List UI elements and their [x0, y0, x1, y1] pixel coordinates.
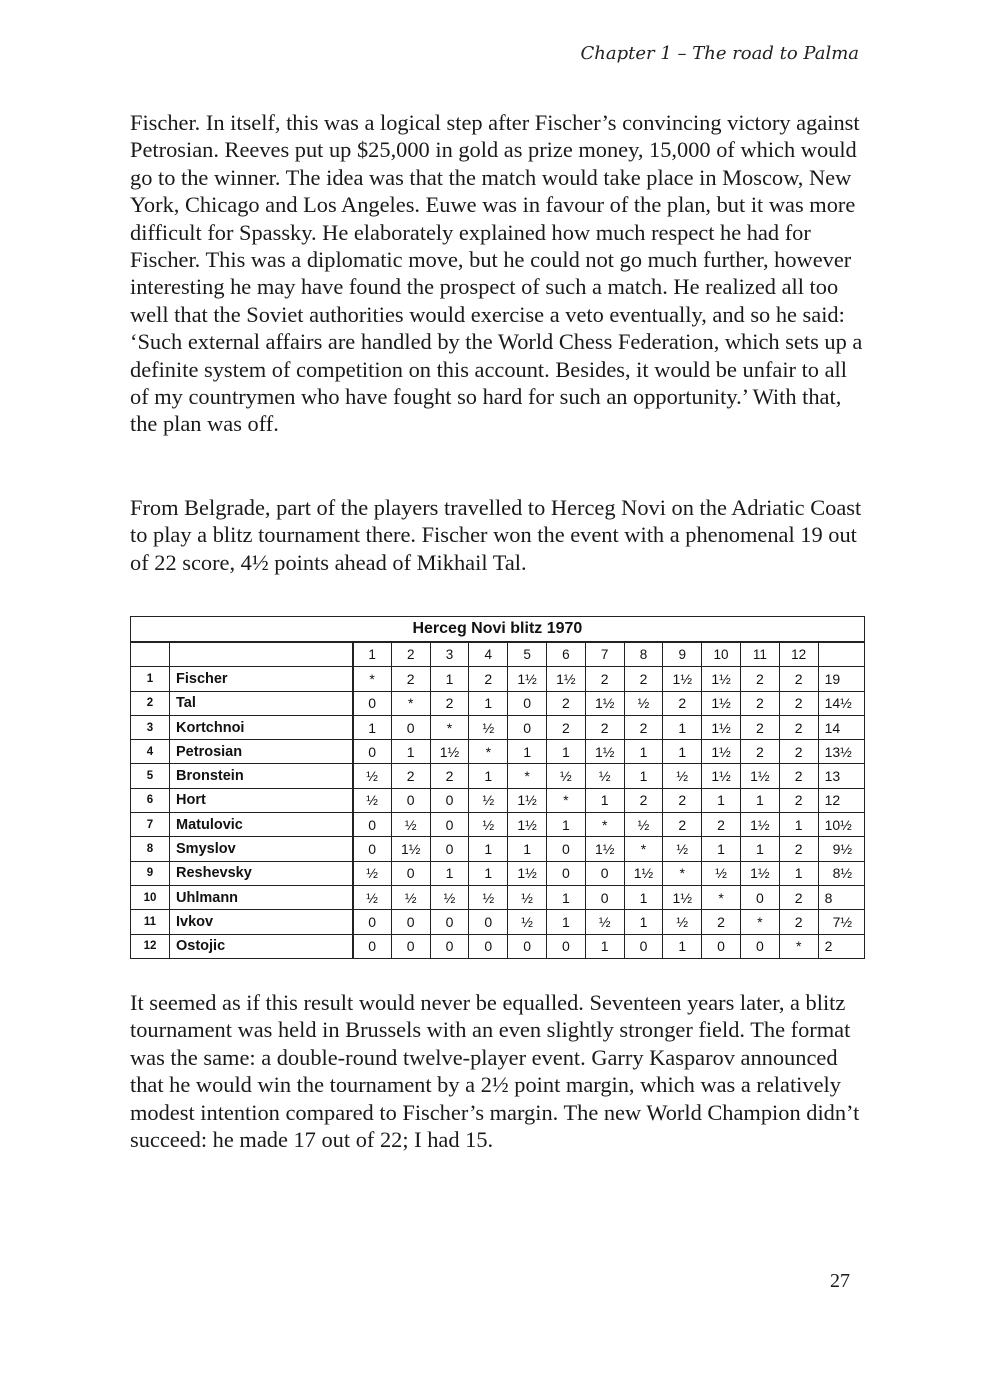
result-cell: ½ [585, 764, 624, 788]
result-cell: 0 [391, 934, 430, 958]
result-cell: ½ [353, 788, 392, 812]
result-cell: 0 [391, 910, 430, 934]
result-cell: 1 [702, 837, 741, 861]
player-total-score: 13 [818, 764, 864, 788]
result-cell: 2 [740, 715, 779, 739]
result-cell: 0 [430, 788, 469, 812]
result-cell: 2 [740, 691, 779, 715]
header-blank-score [818, 642, 864, 667]
result-cell: 1½ [585, 837, 624, 861]
result-cell: 0 [353, 910, 392, 934]
result-cell: * [779, 934, 818, 958]
result-cell: 1½ [508, 813, 547, 837]
player-rank: 5 [131, 764, 170, 788]
table-row [131, 740, 865, 764]
paragraph-3: It seemed as if this result would never be equalled. Seventeen years later, a blitz tournament was held in Brussels with an even slightly stronger field. The format was the same: a double-round twelve-player event. Garry Kasparov announced that he would win the tournament by a 2½ point margin, which was a relatively modest intention compared to Fischer’s margin. The new World Champion didn’t succeed: he made 17 out of 22; I had 15. [130, 990, 860, 1153]
result-cell: 2 [469, 667, 508, 691]
table-row [131, 764, 865, 788]
result-cell: 1 [624, 910, 663, 934]
crosstable-title: Herceg Novi blitz 1970 [131, 617, 865, 643]
player-total-score: 8½ [818, 861, 864, 885]
result-cell: ½ [469, 885, 508, 909]
player-rank: 8 [131, 837, 170, 861]
result-cell: 1 [585, 788, 624, 812]
result-cell: 1 [702, 788, 741, 812]
result-cell: 1 [546, 740, 585, 764]
result-cell: * [430, 715, 469, 739]
result-cell: 1 [779, 861, 818, 885]
player-total-score: 13½ [818, 740, 864, 764]
player-total-score: 10½ [818, 813, 864, 837]
result-cell: 1½ [740, 764, 779, 788]
result-cell: 2 [585, 715, 624, 739]
result-cell: 0 [353, 691, 392, 715]
player-rank: 6 [131, 788, 170, 812]
player-name: Hort [170, 788, 353, 812]
result-cell: 2 [391, 764, 430, 788]
result-cell: 2 [779, 667, 818, 691]
result-cell: 0 [546, 861, 585, 885]
player-total-score: 7½ [818, 910, 864, 934]
player-total-score: 14½ [818, 691, 864, 715]
player-rank: 4 [131, 740, 170, 764]
result-cell: 1 [663, 934, 702, 958]
result-cell: 1 [663, 740, 702, 764]
table-row [131, 813, 865, 837]
result-cell: 0 [430, 813, 469, 837]
result-cell: 0 [391, 788, 430, 812]
result-cell: 1½ [585, 691, 624, 715]
player-name: Petrosian [170, 740, 353, 764]
result-cell: 1½ [702, 667, 741, 691]
column-header: 4 [469, 642, 508, 667]
result-cell: ½ [624, 691, 663, 715]
column-header: 3 [430, 642, 469, 667]
result-cell: ½ [624, 813, 663, 837]
column-header: 12 [779, 642, 818, 667]
result-cell: 1 [740, 837, 779, 861]
result-cell: 1½ [702, 715, 741, 739]
result-cell: 0 [624, 934, 663, 958]
header-blank-name [170, 642, 353, 667]
result-cell: 2 [624, 667, 663, 691]
result-cell: ½ [353, 861, 392, 885]
result-cell: 1 [546, 910, 585, 934]
result-cell: 1 [469, 764, 508, 788]
column-header: 8 [624, 642, 663, 667]
result-cell: 2 [779, 740, 818, 764]
result-cell: 0 [430, 837, 469, 861]
result-cell: ½ [469, 813, 508, 837]
result-cell: 1½ [508, 861, 547, 885]
player-total-score: 9½ [818, 837, 864, 861]
table-row [131, 885, 865, 909]
result-cell: 2 [430, 691, 469, 715]
result-cell: 0 [391, 715, 430, 739]
result-cell: 1 [546, 813, 585, 837]
result-cell: 1 [430, 667, 469, 691]
result-cell: ½ [391, 885, 430, 909]
result-cell: 2 [740, 667, 779, 691]
column-header: 5 [508, 642, 547, 667]
result-cell: 0 [430, 910, 469, 934]
result-cell: 2 [779, 837, 818, 861]
result-cell: 1 [585, 934, 624, 958]
paragraph-1: Fischer. In itself, this was a logical step after Fischer’s convincing victory against Petrosian. Reeves put up $25,000 in gold as prize money, 15,000 of which would go to the winner. The idea was that the match would take place in Moscow, New York, Chicago and Los Angeles. Euwe was in favour of the plan, but it was more difficult for Spassky. He elaborately explained how much respect he had for Fischer. This was a diplomatic move, but he could not go much further, however interesting he may have found the prospect of such a match. He realized all too well that the Soviet authorities would exercise a veto eventually, and so he said: ‘Such external affairs are handled by the World Chess Federation, which sets up a definite system of competition on this account. Besides, it would be unfair to all of my countrymen who have fought so hard for such an opportunity.’ With that, the plan was off. [130, 110, 863, 437]
player-name: Matulovic [170, 813, 353, 837]
result-cell: 1 [430, 861, 469, 885]
result-cell: ½ [546, 764, 585, 788]
player-total-score: 2 [818, 934, 864, 958]
result-cell: ½ [391, 813, 430, 837]
result-cell: 0 [508, 691, 547, 715]
result-cell: 0 [391, 861, 430, 885]
result-cell: ½ [702, 861, 741, 885]
result-cell: 0 [546, 934, 585, 958]
column-header: 9 [663, 642, 702, 667]
result-cell: 2 [430, 764, 469, 788]
player-rank: 7 [131, 813, 170, 837]
player-name: Ostojic [170, 934, 353, 958]
result-cell: ½ [353, 764, 392, 788]
player-total-score: 19 [818, 667, 864, 691]
result-cell: 1½ [430, 740, 469, 764]
result-cell: ½ [585, 910, 624, 934]
result-cell: 0 [508, 934, 547, 958]
result-cell: 1½ [740, 861, 779, 885]
player-rank: 9 [131, 861, 170, 885]
result-cell: 1 [546, 885, 585, 909]
player-total-score: 14 [818, 715, 864, 739]
page-number: 27 [830, 1270, 850, 1292]
result-cell: 2 [702, 813, 741, 837]
result-cell: 2 [546, 715, 585, 739]
result-cell: * [702, 885, 741, 909]
result-cell: 1 [469, 837, 508, 861]
player-name: Ivkov [170, 910, 353, 934]
player-total-score: 12 [818, 788, 864, 812]
result-cell: 1 [624, 740, 663, 764]
result-cell: * [546, 788, 585, 812]
crosstable-header-row [131, 642, 865, 667]
result-cell: 2 [391, 667, 430, 691]
result-cell: 1 [663, 715, 702, 739]
result-cell: * [469, 740, 508, 764]
result-cell: 1 [391, 740, 430, 764]
result-cell: ½ [508, 885, 547, 909]
result-cell: ½ [430, 885, 469, 909]
player-name: Smyslov [170, 837, 353, 861]
result-cell: ½ [663, 910, 702, 934]
column-header: 10 [702, 642, 741, 667]
crosstable-title-row [131, 617, 865, 643]
result-cell: 1½ [585, 740, 624, 764]
result-cell: 2 [779, 715, 818, 739]
result-cell: 0 [585, 861, 624, 885]
result-cell: 1 [740, 788, 779, 812]
result-cell: 2 [663, 813, 702, 837]
result-cell: 1½ [740, 813, 779, 837]
player-rank: 3 [131, 715, 170, 739]
running-head: Chapter 1 – The road to Palma [580, 43, 859, 64]
player-rank: 10 [131, 885, 170, 909]
column-header: 1 [353, 642, 392, 667]
result-cell: ½ [353, 885, 392, 909]
result-cell: ½ [469, 788, 508, 812]
player-name: Tal [170, 691, 353, 715]
result-cell: 1½ [391, 837, 430, 861]
result-cell: 2 [779, 691, 818, 715]
table-row [131, 837, 865, 861]
player-rank: 2 [131, 691, 170, 715]
result-cell: 2 [663, 788, 702, 812]
table-row [131, 934, 865, 958]
result-cell: * [508, 764, 547, 788]
result-cell: 0 [469, 934, 508, 958]
result-cell: ½ [508, 910, 547, 934]
result-cell: 2 [779, 910, 818, 934]
result-cell: 0 [353, 934, 392, 958]
result-cell: 1½ [546, 667, 585, 691]
result-cell: 0 [469, 910, 508, 934]
crosstable [130, 616, 865, 959]
result-cell: 2 [702, 910, 741, 934]
player-name: Kortchnoi [170, 715, 353, 739]
result-cell: ½ [663, 764, 702, 788]
result-cell: 1 [469, 691, 508, 715]
header-blank-rank [131, 642, 170, 667]
result-cell: 1½ [624, 861, 663, 885]
column-header: 6 [546, 642, 585, 667]
player-name: Uhlmann [170, 885, 353, 909]
result-cell: 2 [779, 885, 818, 909]
result-cell: 0 [585, 885, 624, 909]
result-cell: 1 [779, 813, 818, 837]
table-row [131, 691, 865, 715]
result-cell: 0 [353, 813, 392, 837]
table-row [131, 715, 865, 739]
result-cell: 2 [779, 764, 818, 788]
result-cell: 2 [624, 715, 663, 739]
table-row [131, 667, 865, 691]
result-cell: ½ [469, 715, 508, 739]
player-rank: 11 [131, 910, 170, 934]
column-header: 11 [740, 642, 779, 667]
result-cell: * [740, 910, 779, 934]
result-cell: 0 [508, 715, 547, 739]
result-cell: 1 [353, 715, 392, 739]
crosstable-container [130, 616, 864, 959]
result-cell: * [624, 837, 663, 861]
result-cell: 1 [624, 885, 663, 909]
result-cell: 2 [585, 667, 624, 691]
result-cell: 0 [546, 837, 585, 861]
table-row [131, 861, 865, 885]
result-cell: 1 [508, 837, 547, 861]
result-cell: 0 [740, 885, 779, 909]
result-cell: 2 [624, 788, 663, 812]
player-name: Reshevsky [170, 861, 353, 885]
result-cell: * [391, 691, 430, 715]
result-cell: 0 [353, 740, 392, 764]
column-header: 7 [585, 642, 624, 667]
result-cell: 0 [702, 934, 741, 958]
column-header: 2 [391, 642, 430, 667]
result-cell: 1½ [702, 740, 741, 764]
result-cell: 1 [624, 764, 663, 788]
player-rank: 12 [131, 934, 170, 958]
result-cell: 2 [779, 788, 818, 812]
result-cell: 2 [740, 740, 779, 764]
table-row [131, 788, 865, 812]
paragraph-2: From Belgrade, part of the players travelled to Herceg Novi on the Adriatic Coast to play a blitz tournament there. Fischer won the event with a phenomenal 19 out of 22 score, 4½ points ahead of Mikhail Tal. [130, 495, 862, 575]
result-cell: ½ [663, 837, 702, 861]
result-cell: 2 [546, 691, 585, 715]
player-name: Bronstein [170, 764, 353, 788]
result-cell: 1 [469, 861, 508, 885]
result-cell: 1½ [663, 885, 702, 909]
result-cell: 1 [508, 740, 547, 764]
player-rank: 1 [131, 667, 170, 691]
result-cell: 1½ [508, 667, 547, 691]
result-cell: * [663, 861, 702, 885]
result-cell: 1½ [702, 764, 741, 788]
player-name: Fischer [170, 667, 353, 691]
result-cell: 1½ [663, 667, 702, 691]
result-cell: 0 [353, 837, 392, 861]
result-cell: 1½ [702, 691, 741, 715]
result-cell: * [353, 667, 392, 691]
result-cell: 0 [740, 934, 779, 958]
player-total-score: 8 [818, 885, 864, 909]
result-cell: 1½ [508, 788, 547, 812]
result-cell: 0 [430, 934, 469, 958]
result-cell: 2 [663, 691, 702, 715]
result-cell: * [585, 813, 624, 837]
table-row [131, 910, 865, 934]
